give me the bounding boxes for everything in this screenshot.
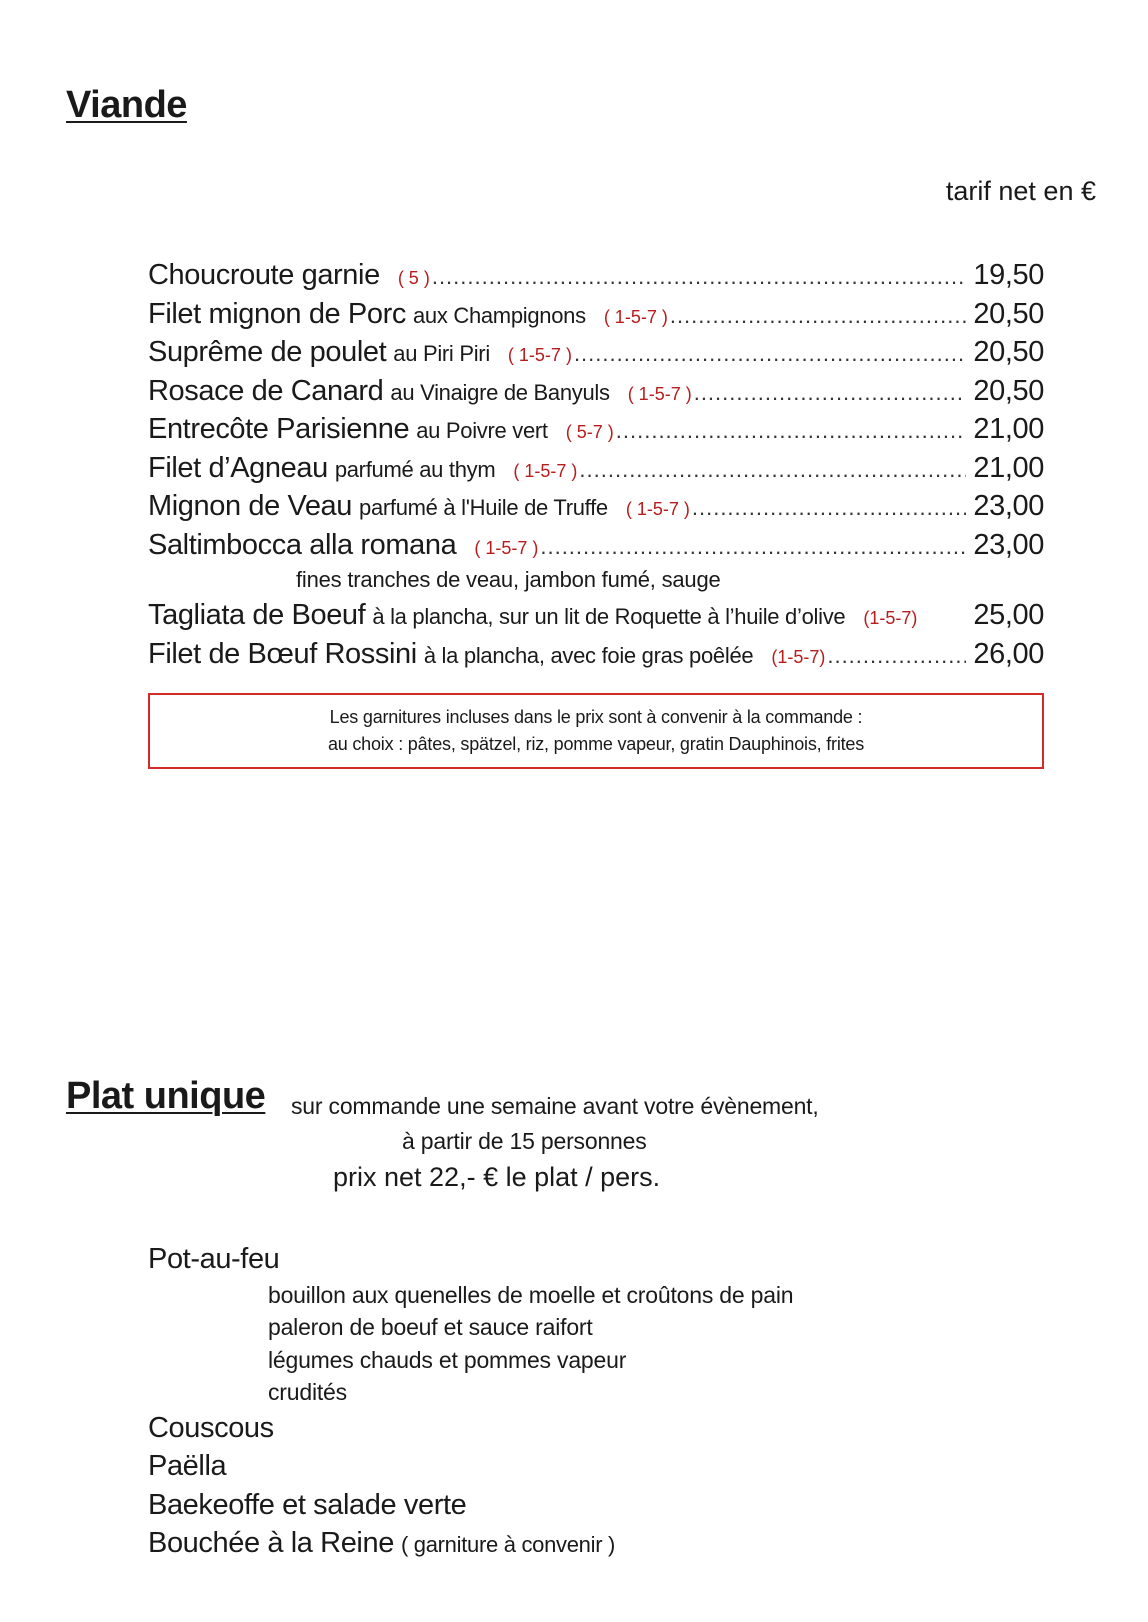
- dish-price: 21,00: [973, 451, 1044, 484]
- dish-price: 19,50: [973, 259, 1044, 291]
- dot-leader: [432, 258, 966, 297]
- plat-unique-intro-1: sur commande une semaine avant votre évènement,: [291, 1093, 819, 1119]
- dish-subline: fines tranches de veau, jambon fumé, sauge: [296, 567, 721, 592]
- dish-name: Filet de Bœuf Rossini: [148, 637, 417, 670]
- plat-name: Pot-au-feu: [148, 1243, 280, 1275]
- plat-item: [148, 1240, 793, 1279]
- allergen-codes: (1-5-7): [863, 608, 918, 628]
- dish-price: 23,00: [973, 528, 1044, 561]
- dish-row: [148, 635, 1044, 674]
- plat-item: [148, 1524, 793, 1563]
- plat-name: Paëlla: [148, 1450, 227, 1482]
- viande-title: Viande: [66, 84, 187, 126]
- dish-price: 21,00: [973, 413, 1044, 445]
- dish-description: à la plancha, sur un lit de Roquette à l’huile d’olive: [372, 604, 846, 629]
- plat-unique-intro-2: à partir de 15 personnes: [402, 1128, 647, 1154]
- plat-item: [148, 1486, 793, 1525]
- dish-row: [148, 526, 1044, 565]
- dish-row: [148, 596, 1044, 635]
- dish-row: [148, 372, 1044, 411]
- dot-leader: [692, 489, 966, 528]
- allergen-codes: ( 5 ): [397, 268, 430, 288]
- plat-unique-list: [148, 1240, 793, 1563]
- dish-description: aux Champignons: [412, 302, 586, 328]
- dish-description: parfumé au thym: [334, 456, 496, 482]
- plat-unique-price: prix net 22,- € le plat / pers.: [333, 1162, 661, 1192]
- dish-price: 20,50: [973, 336, 1044, 368]
- dish-name: Suprême de poulet: [148, 336, 387, 368]
- dish-row: [148, 410, 1044, 449]
- dish-description: au Vinaigre de Banyuls: [390, 379, 610, 405]
- garnish-notice: [148, 693, 1044, 769]
- allergen-codes: ( 1-5-7 ): [474, 537, 539, 558]
- dot-leader: [579, 451, 966, 490]
- tarif-label: tarif net en €: [945, 176, 1096, 206]
- allergen-codes: ( 1-5-7 ): [625, 499, 690, 519]
- allergen-codes: ( 1-5-7 ): [513, 460, 578, 481]
- dish-price: 23,00: [973, 490, 1044, 522]
- dish-row: [148, 295, 1044, 334]
- plat-sub-item: crudités: [268, 1379, 347, 1405]
- dish-name: Filet mignon de Porc: [148, 297, 406, 330]
- dish-price: 20,50: [973, 374, 1044, 407]
- dish-row: [148, 487, 1044, 526]
- plat-name: Bouchée à la Reine: [148, 1527, 394, 1559]
- plat-unique-title: Plat unique: [66, 1075, 266, 1117]
- dish-description: au Piri Piri: [393, 341, 490, 366]
- dish-description: au Poivre vert: [416, 418, 548, 443]
- plat-extra: ( garniture à convenir ): [400, 1532, 616, 1557]
- dish-name: Rosace de Canard: [148, 374, 384, 407]
- dish-price: 25,00: [973, 599, 1044, 631]
- dish-price: 26,00: [973, 637, 1044, 670]
- allergen-codes: ( 1-5-7 ): [627, 383, 692, 404]
- plat-item: [148, 1409, 793, 1448]
- dot-leader: [574, 335, 966, 374]
- allergen-codes: ( 5-7 ): [565, 422, 614, 442]
- dish-row: [148, 449, 1044, 488]
- notice-line-2: au choix : pâtes, spätzel, riz, pomme vapeur, gratin Dauphinois, frites: [327, 734, 865, 754]
- viande-dish-list: [148, 256, 1044, 673]
- dish-row: [148, 333, 1044, 372]
- dot-leader: [694, 374, 966, 413]
- dot-leader: [540, 528, 966, 567]
- plat-item: [148, 1447, 793, 1486]
- plat-sub-item: paleron de boeuf et sauce raifort: [268, 1314, 593, 1340]
- allergen-codes: (1-5-7): [771, 646, 826, 667]
- dish-price: 20,50: [973, 297, 1044, 330]
- dish-description: à la plancha, avec foie gras poêlée: [423, 642, 754, 668]
- dish-name: Filet d’Agneau: [148, 451, 328, 484]
- allergen-codes: ( 1-5-7 ): [507, 345, 572, 365]
- dot-leader: [670, 297, 966, 336]
- dish-name: Entrecôte Parisienne: [148, 413, 410, 445]
- dot-leader: [616, 412, 966, 451]
- plat-sub-item: bouillon aux quenelles de moelle et croûtons de pain: [268, 1281, 794, 1308]
- plat-name: Baekeoffe et salade verte: [148, 1488, 467, 1521]
- notice-line-1: Les garnitures incluses dans le prix sont à convenir à la commande :: [329, 707, 863, 727]
- dish-name: Choucroute garnie: [148, 259, 380, 291]
- allergen-codes: ( 1-5-7 ): [603, 306, 668, 327]
- dish-name: Saltimbocca alla romana: [148, 528, 457, 561]
- plat-sub-item: légumes chauds et pommes vapeur: [268, 1346, 627, 1373]
- dish-row: [148, 256, 1044, 295]
- dot-leader: [827, 637, 966, 676]
- dish-description: parfumé à l'Huile de Truffe: [359, 495, 608, 520]
- plat-name: Couscous: [148, 1411, 274, 1444]
- dish-name: Tagliata de Boeuf: [148, 599, 366, 631]
- dish-name: Mignon de Veau: [148, 490, 353, 522]
